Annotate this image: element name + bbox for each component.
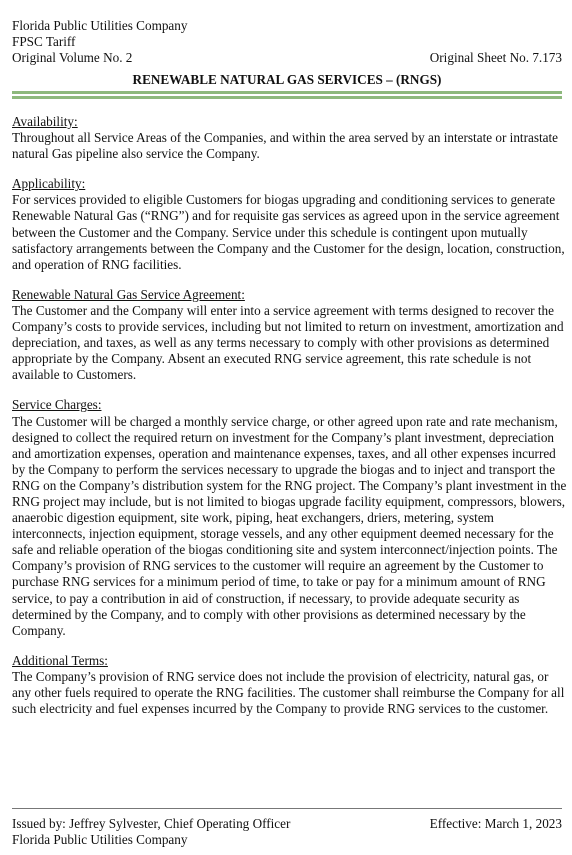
footer-company: Florida Public Utilities Company xyxy=(12,832,188,847)
section-availability xyxy=(12,114,568,162)
title-rule-top xyxy=(12,91,562,94)
footer-effective-date: Effective: March 1, 2023 xyxy=(429,816,562,831)
section-text: The Customer and the Company will enter into a service agreement with terms designed to recover the Company’s costs to provide services, including but not limited to return on investment, amortization and depreciation, and taxes, as well as any terms necessary to comply with other provisions as determined appropriate by the Company. Absent an executed RNG service agreement, this rate schedule is not available to Customers. xyxy=(12,302,564,383)
header-sheet-number: Original Sheet No. 7.173 xyxy=(429,50,562,65)
footer-issued-by: Issued by: Jeffrey Sylvester, Chief Operating Officer xyxy=(12,816,291,831)
section-additional-terms xyxy=(12,653,568,717)
header-company: Florida Public Utilities Company xyxy=(12,18,188,33)
section-text: The Customer will be charged a monthly service charge, or other agreed upon rate and rate mechanism, designed to collect the required return on investment for the Company’s plant investment, depreciation and amortization expenses, operation and maintenance expenses, taxes, and all other expenses incurred by the Company to perform the services necessary to upgrade the biogas and to inject and transport the RNG on the Company’s distribution system for the RNG project. The Company’s plant investment in the RNG project may include, but is not limited to biogas upgrade facility equipment, compressors, blowers, anaerobic digestion equipment, site work, piping, heat exchangers, driers, metering, system interconnects, injection equipment, storage vessels, and any other equipment deemed necessary for the safe and reliable operation of the biogas conditioning site and system interconnect/injection points. The Company’s provision of RNG services to the customer will require an agreement by the Customer to purchase RNG services for a minimum period of time, to take or pay for a minimum amount of RNG service, to pay a contribution in aid of construction, if necessary, to provide adequate security as determined by the Company, and to comply with other provisions as determined necessary by the Company. xyxy=(12,413,567,638)
title-rule-bottom xyxy=(12,96,562,99)
header-tariff: FPSC Tariff xyxy=(12,34,76,49)
page-title: RENEWABLE NATURAL GAS SERVICES – (RNGS) xyxy=(132,72,442,87)
section-applicability xyxy=(12,176,568,273)
sheet-body xyxy=(12,114,568,731)
section-text: Throughout all Service Areas of the Companies, and within the area served by an interstate or intrastate natural Gas pipeline also service the Company. xyxy=(12,130,559,162)
section-heading: Availability: xyxy=(12,114,78,129)
section-service-agreement xyxy=(12,287,568,384)
section-heading: Applicability: xyxy=(12,176,86,192)
section-text: For services provided to eligible Customers for biogas upgrading and conditioning services to generate Renewable Natural Gas (“RNG”) and for requisite gas services as agreed upon in the service agreement between the Customer and the Company. Service under this schedule is contingent upon mutually satisfactory arrangements between the Company and the Customer for the design, location, construction, and operation of RNG facilities. xyxy=(12,192,565,272)
section-service-charges xyxy=(12,397,568,638)
footer-rule xyxy=(12,808,562,809)
header-volume: Original Volume No. 2 xyxy=(12,50,133,65)
section-heading: Service Charges: xyxy=(12,397,102,413)
section-heading: Renewable Natural Gas Service Agreement: xyxy=(12,286,245,302)
tariff-sheet xyxy=(12,0,567,855)
section-heading: Additional Terms: xyxy=(12,652,108,668)
section-text: The Company’s provision of RNG service does not include the provision of electricity, natural gas, or any other fuels required to operate the RNG facilities. The customer shall reimburse the Company for all such electricity and fuel expenses incurred by the Company to provide RNG services to the customer. xyxy=(12,668,565,717)
